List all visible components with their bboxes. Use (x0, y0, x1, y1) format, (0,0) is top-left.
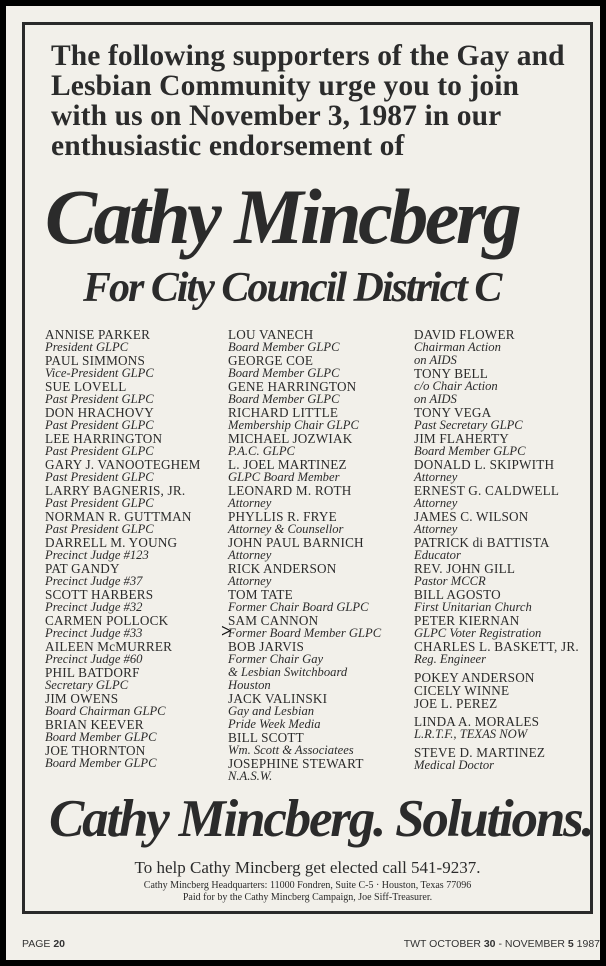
supporter-name: TOM TATE (228, 587, 293, 602)
supporter-title: Past President GLPC (45, 496, 154, 510)
intro-line: The following supporters of the Gay and (51, 40, 565, 72)
supporter-name: CHARLES L. BASKETT, JR. (414, 639, 579, 654)
supporter-title: GLPC Voter Registration (414, 626, 542, 640)
supporter-name: ANNISE PARKER (45, 327, 151, 342)
supporter-name: DONALD L. SKIPWITH (414, 457, 555, 472)
candidate-name: Cathy Mincberg (45, 173, 519, 260)
supporter-title: First Unitarian Church (414, 600, 532, 614)
supporter-title: Past President GLPC (45, 522, 154, 536)
call-to-action: To help Cathy Mincberg get elected call 541-9237. (134, 858, 481, 877)
supporter-name: SUE LOVELL (45, 379, 127, 394)
supporter-name: JOE THORNTON (45, 743, 146, 758)
supporter-title: Past President GLPC (45, 418, 154, 432)
supporter-title: on AIDS (414, 392, 457, 406)
supporter-name: SCOTT HARBERS (45, 587, 154, 602)
supporter-name: GENE HARRINGTON (228, 379, 357, 394)
supporters-column-1 (45, 328, 235, 770)
slogan: Cathy Mincberg. Solutions. (49, 790, 593, 848)
supporter-name: CARMEN POLLOCK (45, 613, 169, 628)
supporter-name: SAM CANNON (228, 613, 319, 628)
supporter-name: POKEY ANDERSON (414, 670, 535, 685)
supporter-title: P.A.C. GLPC (228, 444, 295, 458)
supporter-title: Board Member GLPC (45, 756, 157, 770)
supporter-title: GLPC Board Member (228, 470, 340, 484)
supporter-title: Educator (414, 548, 461, 562)
supporter-title: Pride Week Media (228, 717, 321, 731)
paid-for-line: Paid for by the Cathy Mincberg Campaign, Joe Siff-Treasurer. (182, 892, 433, 903)
supporter-title: Former Chair Board GLPC (228, 600, 369, 614)
supporter-name: LINDA A. MORALES (414, 714, 540, 729)
supporter-title: Past President GLPC (45, 392, 154, 406)
marker-arrow: > (221, 621, 232, 642)
supporter-name: PAT GANDY (45, 561, 120, 576)
supporter-title: c/o Chair Action (414, 379, 498, 393)
supporter-name: REV. JOHN GILL (414, 561, 516, 576)
supporter-title: Past President GLPC (45, 444, 154, 458)
supporter-name: L. JOEL MARTINEZ (228, 457, 347, 472)
supporter-name: JOE L. PEREZ (414, 696, 498, 711)
newspaper-page (6, 6, 600, 960)
supporter-name: GEORGE COE (228, 353, 314, 368)
supporter-title: Board Member GLPC (228, 340, 340, 354)
supporter-name: JIM OWENS (45, 691, 119, 706)
supporter-title: Attorney (228, 496, 272, 510)
page-footer (22, 938, 600, 954)
supporter-title: Attorney (228, 548, 272, 562)
candidate-subtitle: For City Council District C (83, 265, 501, 311)
supporter-name: LARRY BAGNERIS, JR. (45, 483, 186, 498)
supporter-title: President GLPC (45, 340, 129, 354)
supporter-title: Precinct Judge #123 (45, 548, 149, 562)
supporters-column-3 (414, 328, 599, 772)
supporter-title: Precinct Judge #33 (45, 626, 143, 640)
supporter-title: Board Member GLPC (228, 392, 340, 406)
supporter-name: PETER KIERNAN (414, 613, 520, 628)
supporter-name: MICHAEL JOZWIAK (228, 431, 353, 446)
supporter-name: DARRELL M. YOUNG (45, 535, 178, 550)
supporter-name: TONY BELL (414, 366, 488, 381)
supporter-title: Wm. Scott & Associatees (228, 743, 354, 757)
supporter-title: Chairman Action (414, 340, 501, 354)
supporter-name: STEVE D. MARTINEZ (414, 745, 546, 760)
supporter-name: DAVID FLOWER (414, 327, 515, 342)
supporter-title: Attorney (414, 496, 458, 510)
intro-line: with us on November 3, 1987 in our (51, 100, 502, 132)
supporter-title: Attorney (228, 574, 272, 588)
supporter-title: Houston (228, 678, 271, 692)
supporter-title: Former Board Member GLPC (228, 626, 382, 640)
supporter-title: on AIDS (414, 353, 457, 367)
supporter-name: BILL AGOSTO (414, 587, 501, 602)
supporter-title: L.R.T.F., TEXAS NOW (414, 727, 528, 741)
political-ad (22, 22, 593, 914)
supporter-title: Attorney (414, 470, 458, 484)
supporter-title: Attorney & Counsellor (228, 522, 344, 536)
supporter-title: N.A.S.W. (228, 769, 273, 783)
supporter-name: LEONARD M. ROTH (228, 483, 352, 498)
supporter-title: Former Chair Gay (228, 652, 324, 666)
supporter-name: RICHARD LITTLE (228, 405, 339, 420)
supporter-title: Precinct Judge #32 (45, 600, 143, 614)
supporter-name: BILL SCOTT (228, 730, 304, 745)
supporter-title: Past President GLPC (45, 470, 154, 484)
supporter-title: Attorney (414, 522, 458, 536)
supporter-title: Medical Doctor (414, 758, 495, 772)
supporter-name: PATRICK di BATTISTA (414, 535, 550, 550)
supporter-name: TONY VEGA (414, 405, 492, 420)
supporter-title: Board Chairman GLPC (45, 704, 166, 718)
publication-date: TWT OCTOBER 30 - NOVEMBER 5 1987 (403, 938, 600, 950)
supporter-title: Board Member GLPC (45, 730, 157, 744)
supporter-name: DON HRACHOVY (45, 405, 155, 420)
supporter-title: Gay and Lesbian (228, 704, 315, 718)
headquarters-line: Cathy Mincberg Headquarters: 11000 Fondren, Suite C-5 · Houston, Texas 77096 (143, 880, 472, 891)
supporter-title: Board Member GLPC (228, 366, 340, 380)
supporter-title: Vice-President GLPC (45, 366, 154, 380)
supporter-name: GARY J. VANOOTEGHEM (45, 457, 201, 472)
supporter-name: JAMES C. WILSON (414, 509, 529, 524)
intro-line: Lesbian Community urge you to join (51, 70, 520, 102)
supporter-title: Board Member GLPC (414, 444, 526, 458)
supporter-title: Past Secretary GLPC (414, 418, 523, 432)
supporter-name: RICK ANDERSON (228, 561, 337, 576)
supporter-name: PHIL BATDORF (45, 665, 140, 680)
supporter-name: JOSEPHINE STEWART (228, 756, 364, 771)
supporter-title: Precinct Judge #37 (45, 574, 143, 588)
supporter-name: JIM FLAHERTY (414, 431, 510, 446)
supporter-name: BRIAN KEEVER (45, 717, 144, 732)
supporter-name: LOU VANECH (228, 327, 314, 342)
supporter-name: PHYLLIS R. FRYE (228, 509, 337, 524)
supporter-title: Secretary GLPC (45, 678, 129, 692)
supporter-name: NORMAN R. GUTTMAN (45, 509, 192, 524)
supporter-name: ERNEST G. CALDWELL (414, 483, 560, 498)
supporter-title: Membership Chair GLPC (228, 418, 359, 432)
supporter-name: BOB JARVIS (228, 639, 305, 654)
intro-text (51, 41, 596, 161)
supporter-title: & Lesbian Switchboard (228, 665, 348, 679)
supporter-name: AILEEN McMURRER (45, 639, 173, 654)
supporters-column-2 (228, 328, 418, 783)
supporter-name: JOHN PAUL BARNICH (228, 535, 364, 550)
supporter-name: JACK VALINSKI (228, 691, 328, 706)
supporter-name: PAUL SIMMONS (45, 353, 145, 368)
supporter-title: Pastor MCCR (414, 574, 486, 588)
supporter-title: Precinct Judge #60 (45, 652, 143, 666)
page-number: PAGE 20 (22, 938, 66, 950)
supporter-name: LEE HARRINGTON (45, 431, 163, 446)
supporter-name: CICELY WINNE (414, 683, 510, 698)
intro-line: enthusiastic endorsement of (51, 130, 405, 162)
supporter-title: Reg. Engineer (414, 652, 487, 666)
